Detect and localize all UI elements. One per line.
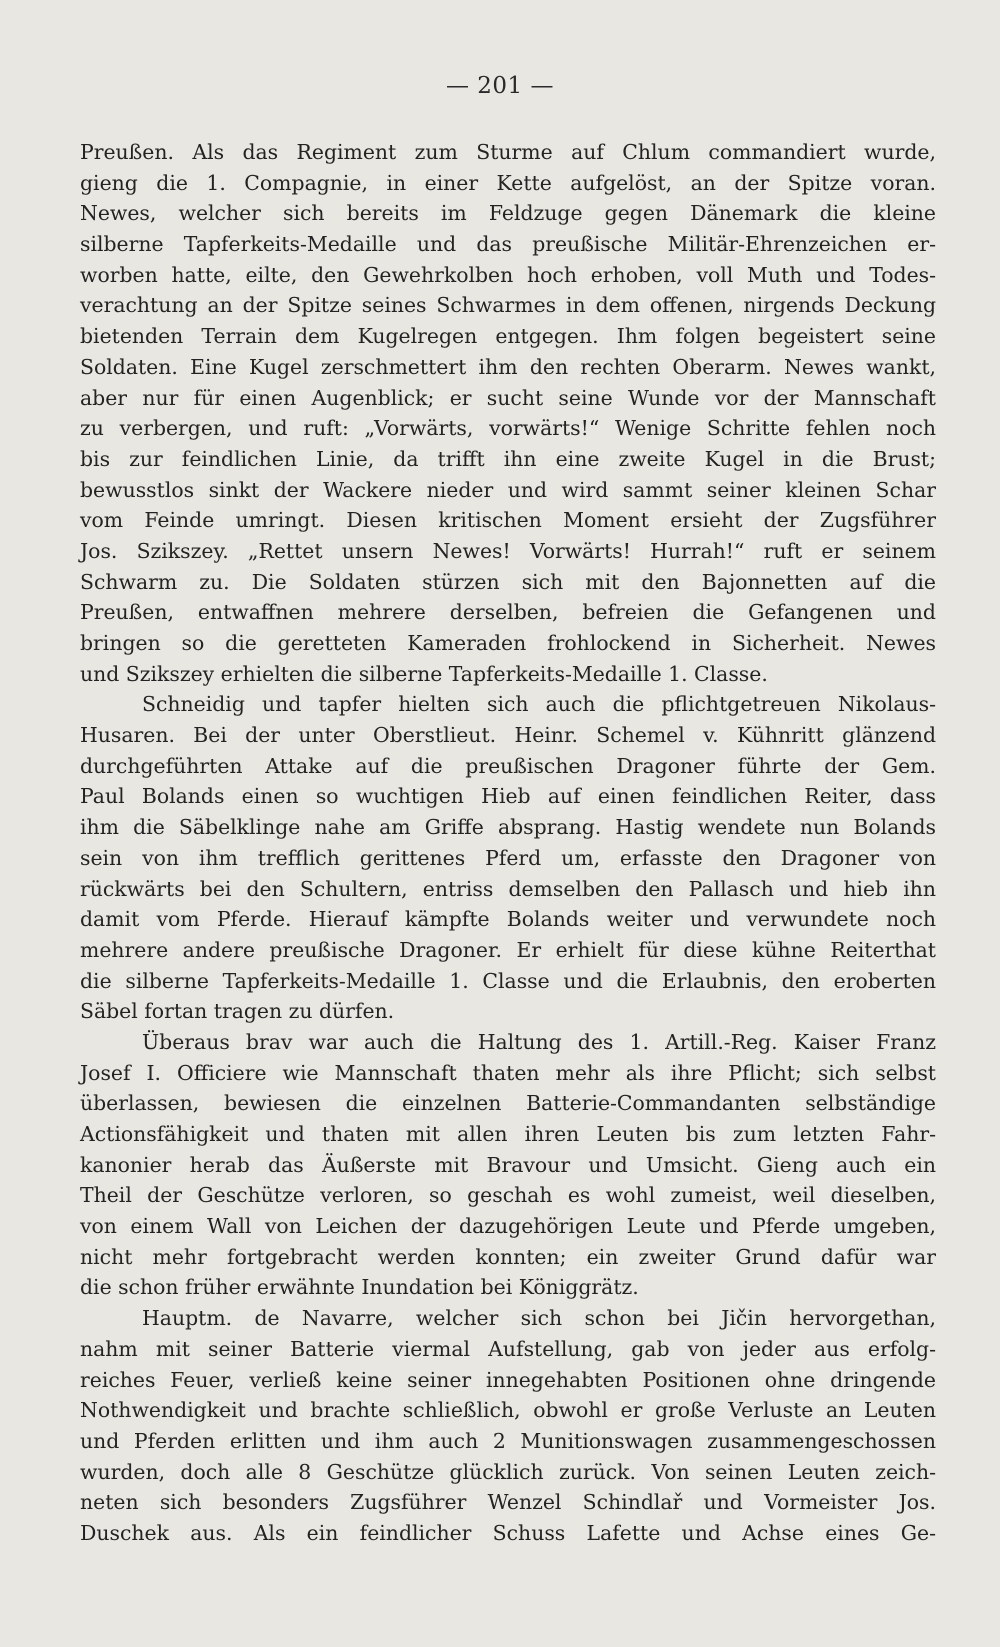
paragraph-start-line: Schneidig und tapfer hielten sich auch die pflichtgetreuen Nikolaus- [142, 692, 936, 717]
text-line: bewusstlos sinkt der Wackere nieder und wird sammt seiner kleinen Schar [80, 477, 936, 502]
page-number: — 201 — [445, 73, 555, 99]
text-line: kanonier herab das Äußerste mit Bravour und Umsicht. Gieng auch ein [80, 1152, 936, 1177]
paragraph-start-line: Hauptm. de Navarre, welcher sich schon bei Jičin hervorgethan, [142, 1306, 936, 1331]
text-line: worben hatte, eilte, den Gewehrkolben hoch erhoben, voll Muth und Todes- [80, 262, 936, 287]
paragraph-end-line: Säbel fortan tragen zu dürfen. [80, 999, 395, 1024]
text-line: bis zur feindlichen Linie, da trifft ihn eine zweite Kugel in die Brust; [80, 446, 936, 471]
text-line: von einem Wall von Leichen der dazugehörigen Leute und Pferde umgeben, [80, 1214, 936, 1239]
text-line: neten sich besonders Zugsführer Wenzel Schindlař und Vormeister Jos. [80, 1490, 936, 1515]
text-line: und Pferden erlitten und ihm auch 2 Munitionswagen zusammengeschossen [80, 1428, 936, 1453]
text-line: Preußen. Als das Regiment zum Sturme auf Chlum commandiert wurde, [80, 140, 936, 164]
text-line: durchgeführten Attake auf die preußischen Dragoner führte der Gem. [80, 753, 936, 778]
text-line: Josef I. Officiere wie Mannschaft thaten mehr als ihre Pflicht; sich selbst [80, 1060, 936, 1085]
text-line: zu verbergen, und ruft: „Vorwärts, vorwärts!“ Wenige Schritte fehlen noch [80, 416, 936, 441]
text-line: nahm mit seiner Batterie viermal Aufstellung, gab von jeder aus erfolg- [80, 1336, 936, 1361]
text-line: Actionsfähigkeit und thaten mit allen ihren Leuten bis zum letzten Fahr- [80, 1122, 936, 1146]
text-line: Newes, welcher sich bereits im Feldzuge gegen Dänemark die kleine [80, 201, 936, 226]
text-line: überlassen, bewiesen die einzelnen Batterie-Commandanten selbständige [80, 1091, 936, 1116]
paragraph-start-line: Überaus brav war auch die Haltung des 1. Artill.-Reg. Kaiser Franz [142, 1029, 936, 1054]
text-line: vom Feinde umringt. Diesen kritischen Moment ersieht der Zugsführer [80, 508, 936, 533]
text-line: bietenden Terrain dem Kugelregen entgegen. Ihm folgen begeistert seine [80, 324, 936, 349]
text-line: silberne Tapferkeits-Medaille und das preußische Militär-Ehrenzeichen er- [80, 232, 936, 257]
text-line: Soldaten. Eine Kugel zerschmettert ihm den rechten Oberarm. Newes wankt, [80, 354, 936, 379]
text-line: Theil der Geschütze verloren, so geschah es wohl zumeist, weil dieselben, [80, 1183, 936, 1208]
text-line: mehrere andere preußische Dragoner. Er erhielt für diese kühne Reiterthat [80, 937, 936, 962]
text-line: ihm die Säbelklinge nahe am Griffe absprang. Hastig wendete nun Bolands [80, 815, 936, 840]
text-line: Husaren. Bei der unter Oberstlieut. Heinr. Schemel v. Kühnritt glänzend [80, 723, 936, 748]
text-line: rückwärts bei den Schultern, entriss demselben den Pallasch und hieb ihn [80, 876, 936, 901]
text-line: gieng die 1. Compagnie, in einer Kette aufgelöst, an der Spitze voran. [80, 170, 936, 195]
text-line: sein von ihm trefflich gerittenes Pferd um, erfasste den Dragoner von [80, 845, 936, 870]
text-line: bringen so die geretteten Kameraden frohlockend in Sicherheit. Newes [80, 631, 936, 655]
text-line: Paul Bolands einen so wuchtigen Hieb auf einen feindlichen Reiter, dass [80, 784, 936, 809]
text-line: aber nur für einen Augenblick; er sucht seine Wunde vor der Mannschaft [80, 385, 936, 410]
text-line: wurden, doch alle 8 Geschütze glücklich zurück. Von seinen Leuten zeich- [80, 1459, 936, 1484]
text-line: Nothwendigkeit und brachte schließlich, obwohl er große Verluste an Leuten [80, 1398, 936, 1423]
text-line: reiches Feuer, verließ keine seiner innegehabten Positionen ohne dringende [80, 1367, 936, 1392]
text-line: Jos. Szikszey. „Rettet unsern Newes! Vorwärts! Hurrah!“ ruft er seinem [80, 538, 936, 563]
text-line: verachtung an der Spitze seines Schwarmes in dem offenen, nirgends Deckung [80, 293, 936, 318]
paragraph-end-line: die schon früher erwähnte Inundation bei Königgrätz. [80, 1275, 639, 1300]
text-line: Duschek aus. Als ein feindlicher Schuss Lafette und Achse eines Ge- [80, 1520, 936, 1545]
text-line: damit vom Pferde. Hierauf kämpfte Bolands weiter und verwundete noch [80, 907, 936, 932]
paragraph-end-line: und Szikszey erhielten die silberne Tapferkeits-Medaille 1. Classe. [80, 661, 768, 686]
text-line: Preußen, entwaffnen mehrere derselben, befreien die Gefangenen und [80, 600, 936, 625]
text-line: Schwarm zu. Die Soldaten stürzen sich mit den Bajonnetten auf die [80, 569, 936, 594]
text-line: nicht mehr fortgebracht werden konnten; ein zweiter Grund dafür war [80, 1244, 936, 1269]
text-line: die silberne Tapferkeits-Medaille 1. Classe und die Erlaubnis, den eroberten [80, 968, 936, 993]
body-text [80, 137, 936, 1549]
